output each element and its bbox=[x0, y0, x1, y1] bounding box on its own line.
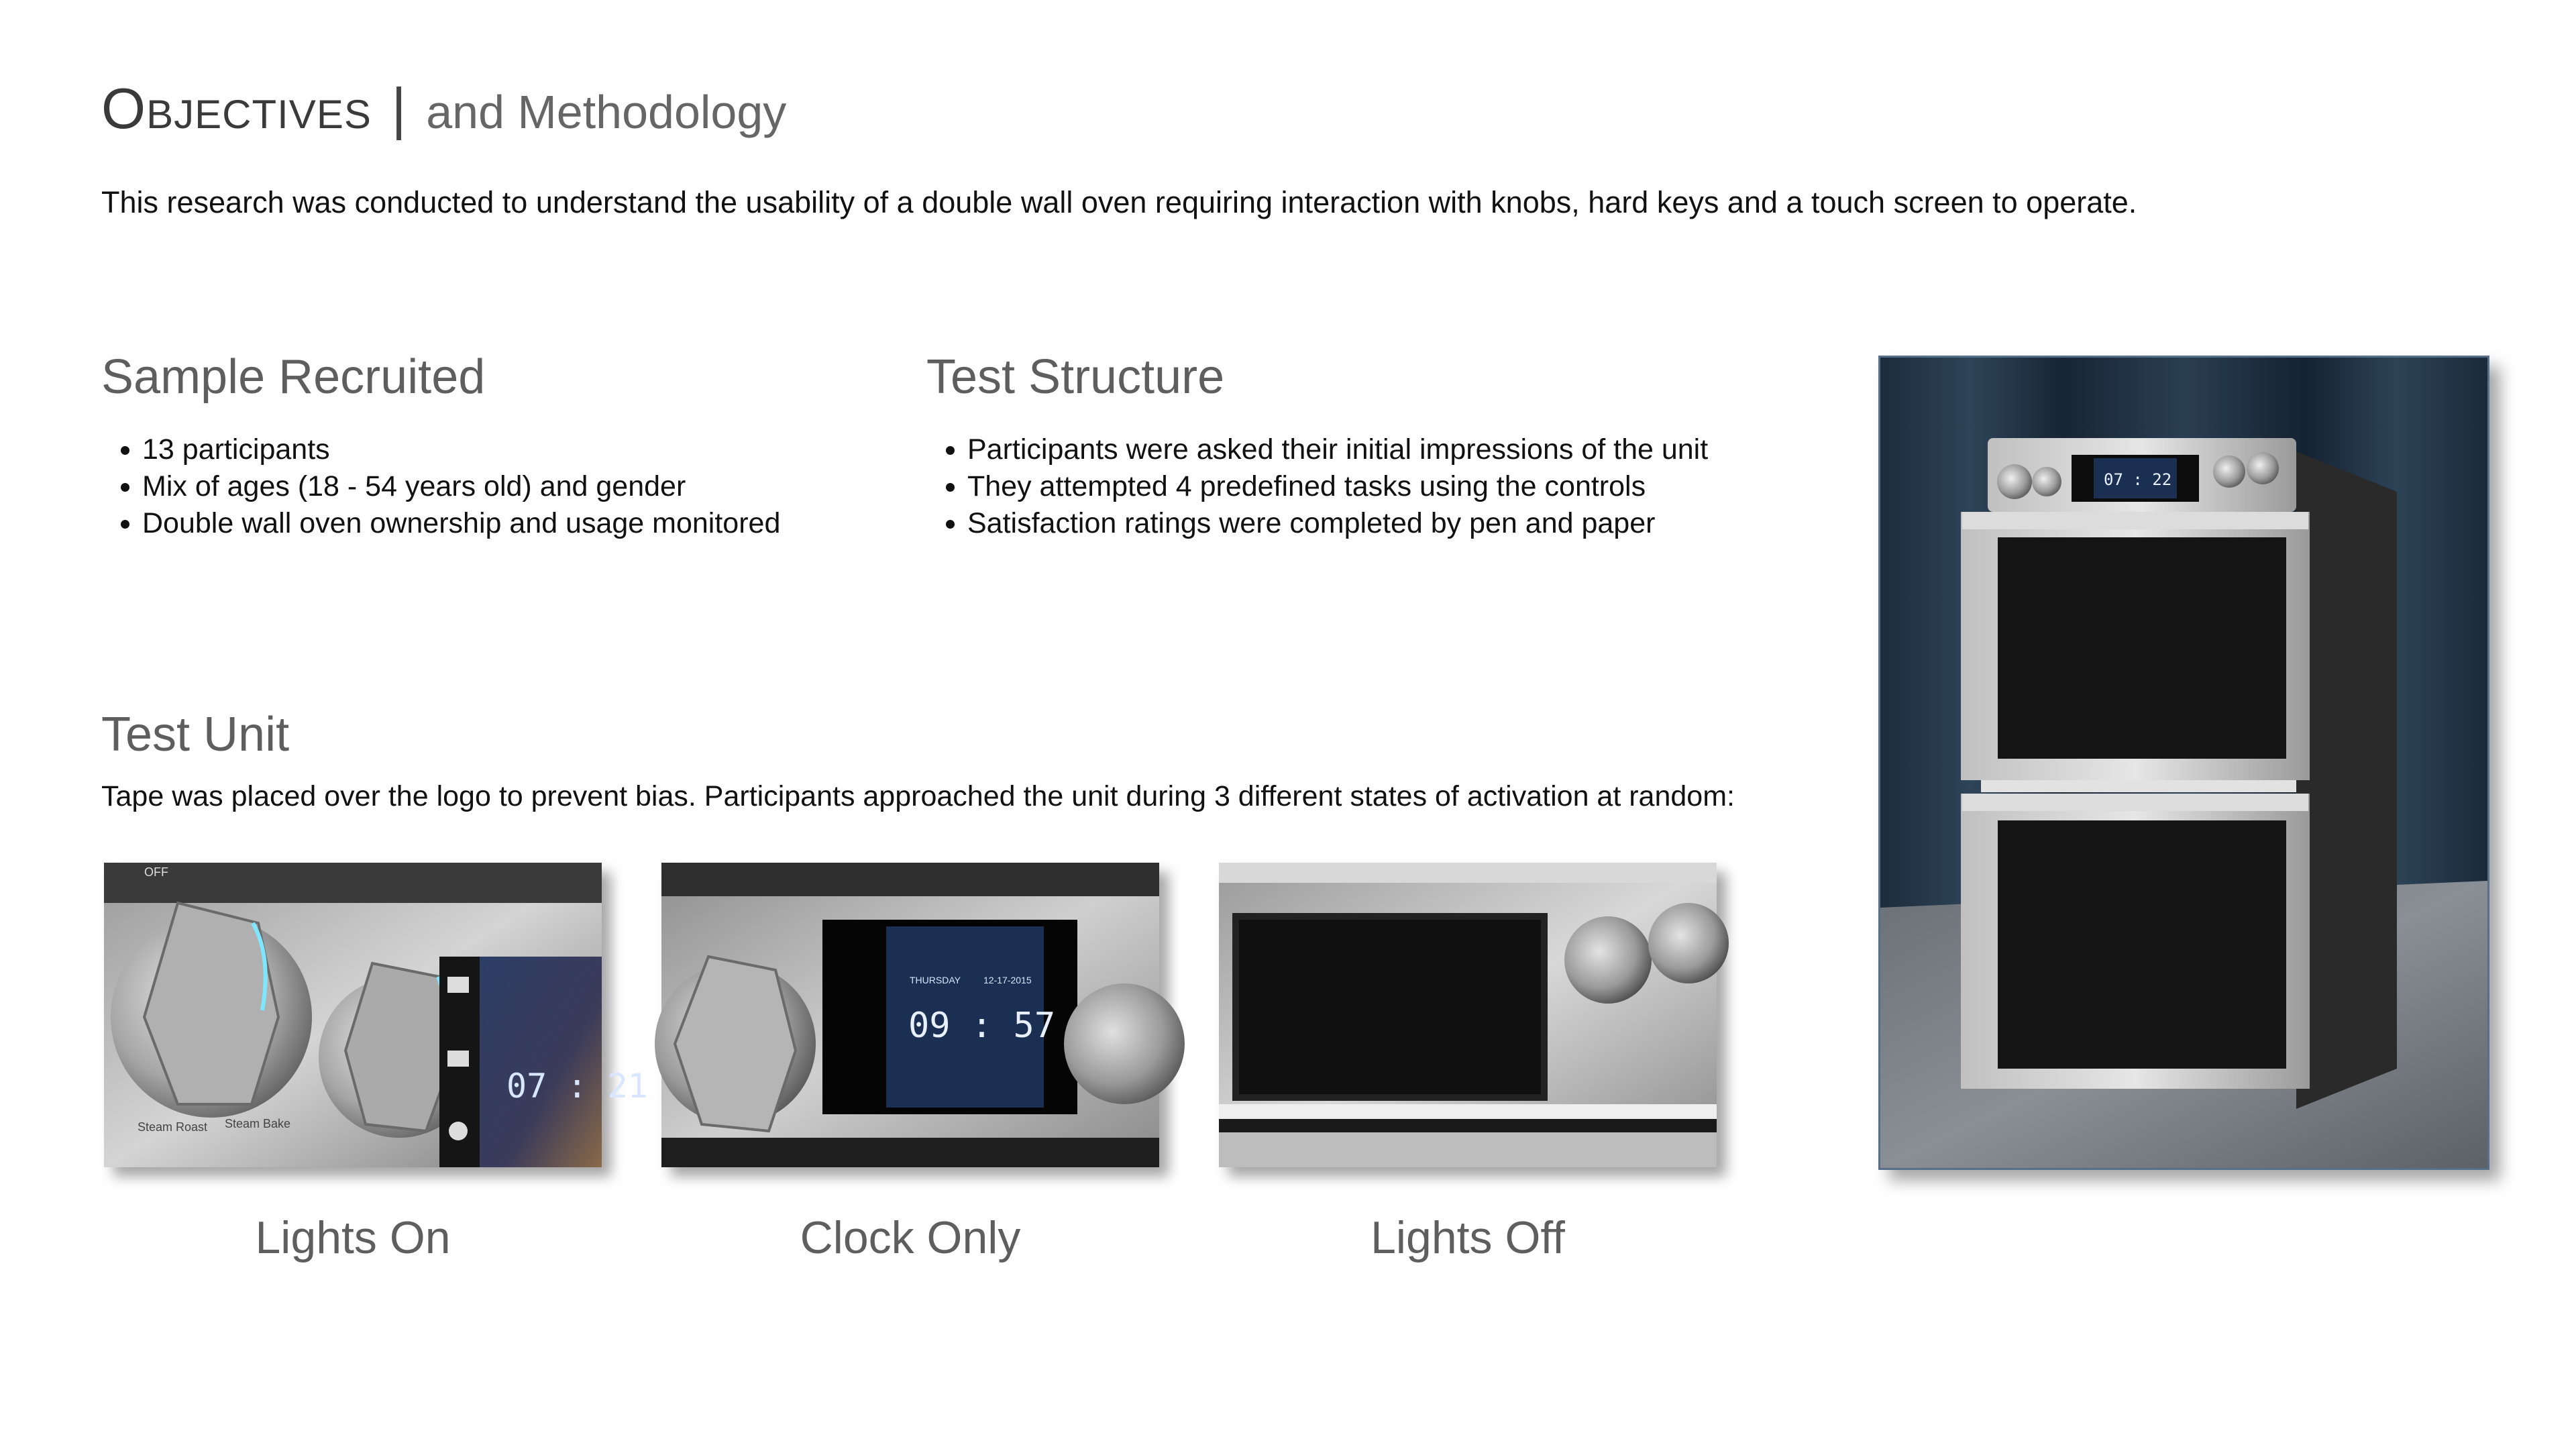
sample-list bbox=[101, 431, 780, 542]
test-unit-section-title: Test Unit bbox=[101, 708, 290, 761]
list-item: • Satisfaction ratings were completed by pen and paper bbox=[967, 505, 1708, 542]
page-title bbox=[101, 72, 786, 149]
lights-on-photo bbox=[104, 863, 648, 1167]
test-unit-description: Tape was placed over the logo to prevent bias. Participants approached the unit during 3 different states of activation at random: bbox=[101, 780, 1735, 812]
list-item: • Participants were asked their initial impressions of the unit bbox=[967, 431, 1708, 468]
list-item: • Mix of ages (18 - 54 years old) and gender bbox=[142, 468, 780, 505]
dial-label-steam-bake: Steam Bake bbox=[225, 1117, 291, 1130]
page-subtitle: and Methodology bbox=[426, 86, 787, 138]
clock-only-clock: 09 : 57 bbox=[908, 1006, 1056, 1046]
page-title-main: Objectives bbox=[101, 77, 372, 141]
lights-off-photo bbox=[1219, 863, 1717, 1167]
dial-label-steam-roast: Steam Roast bbox=[138, 1120, 208, 1134]
structure-section-title: Test Structure bbox=[926, 350, 1225, 404]
lights-on-clock: 07 : 21 bbox=[506, 1067, 648, 1106]
title-separator: | bbox=[391, 77, 407, 141]
dial-label-off: OFF bbox=[144, 865, 168, 879]
double-wall-oven-photo bbox=[1878, 356, 2489, 1170]
clock-only-date: 12-17-2015 bbox=[983, 975, 1032, 985]
clock-only-photo bbox=[661, 863, 1159, 1167]
clock-only-day: THURSDAY bbox=[910, 975, 961, 985]
lights-on-caption: Lights On bbox=[255, 1212, 451, 1263]
list-item: • 13 participants bbox=[142, 431, 780, 468]
structure-list bbox=[926, 431, 1708, 542]
main-oven-clock: 07 : 22 bbox=[2104, 470, 2172, 489]
intro-text: This research was conducted to understand the usability of a double wall oven requiring interaction with knobs, hard keys and a touch screen to operate. bbox=[101, 185, 2137, 219]
lights-off-caption: Lights Off bbox=[1371, 1212, 1565, 1263]
clock-only-caption: Clock Only bbox=[800, 1212, 1021, 1263]
list-item: • Double wall oven ownership and usage monitored bbox=[142, 505, 780, 542]
sample-section-title: Sample Recruited bbox=[101, 350, 486, 404]
list-item: • They attempted 4 predefined tasks using the controls bbox=[967, 468, 1708, 505]
